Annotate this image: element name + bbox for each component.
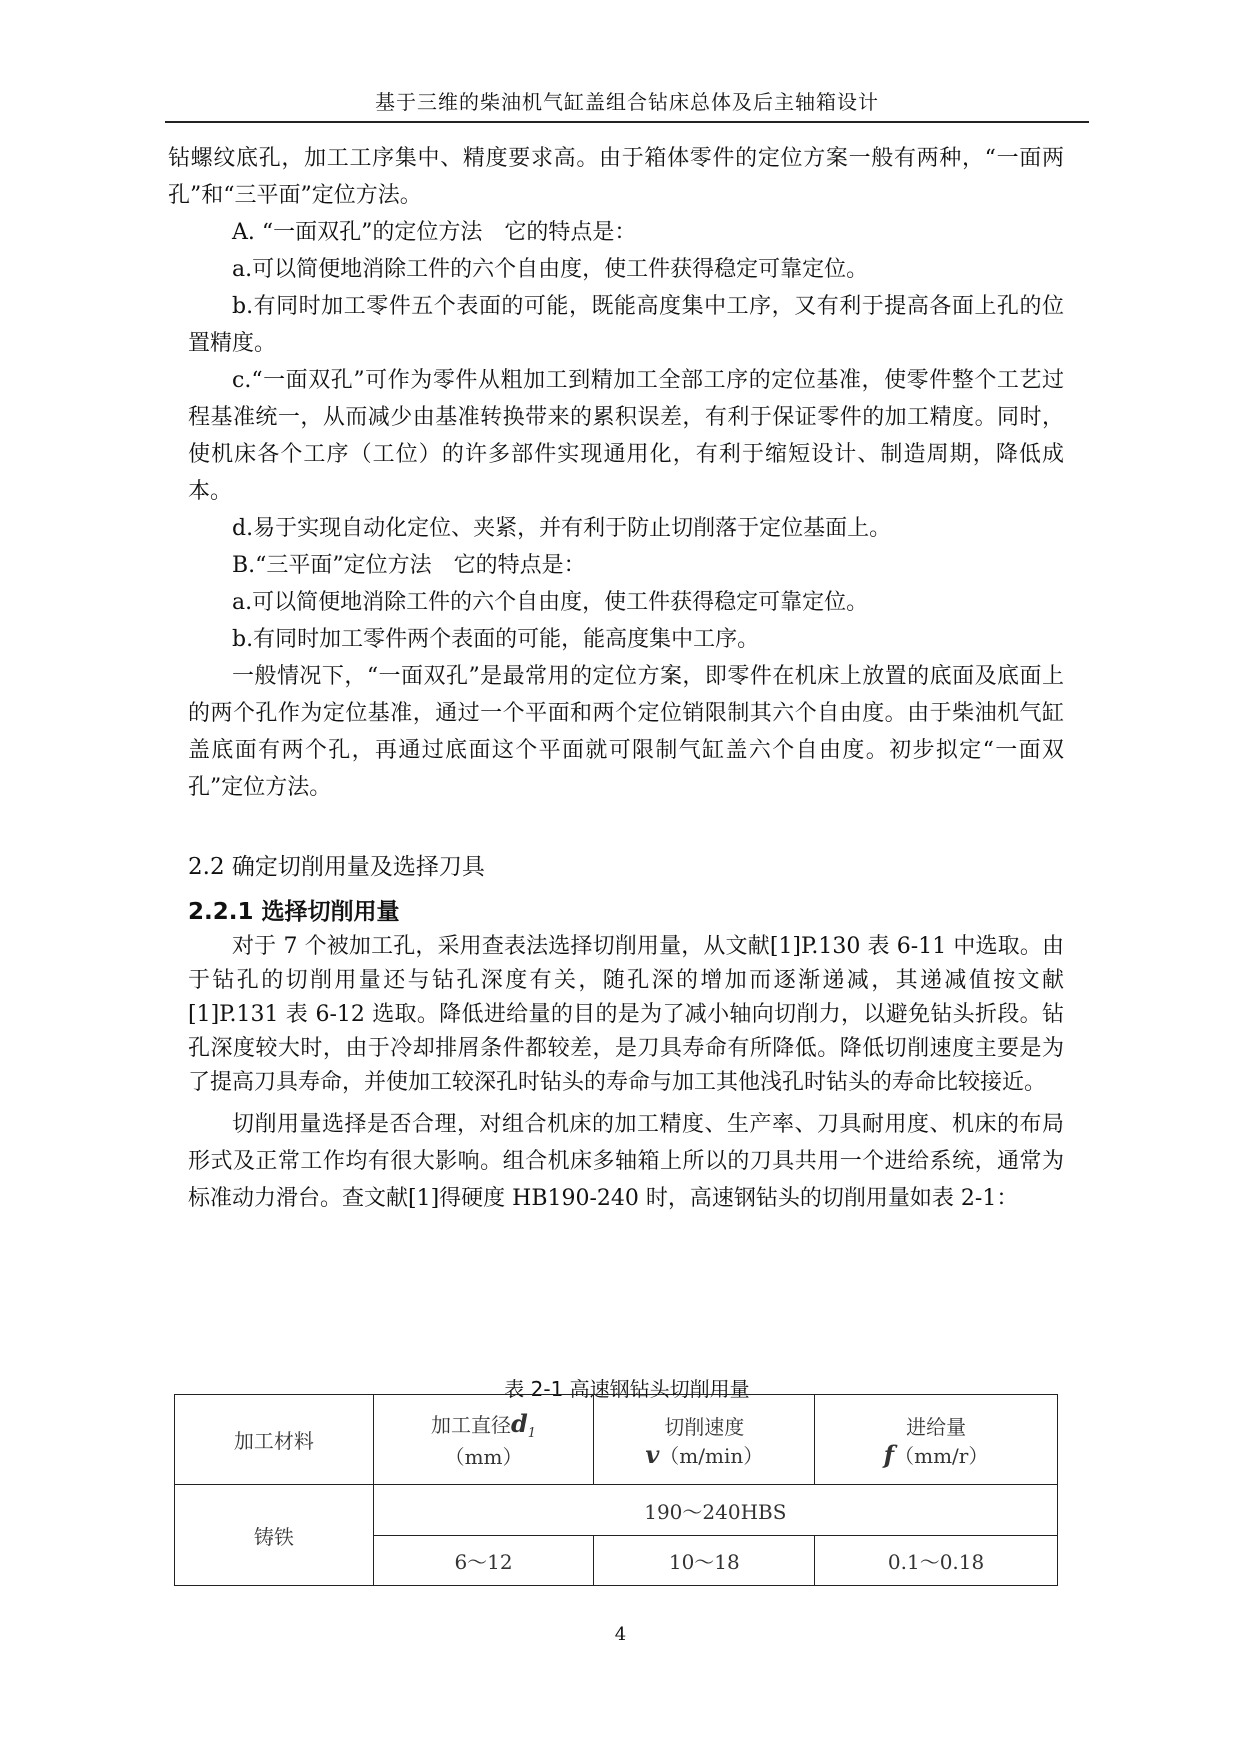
section-heading: 2.2 确定切削用量及选择刀具 [188,854,485,880]
table-header-row [175,1395,1058,1485]
header-speed [594,1395,815,1485]
table-caption: 表 2-1 高速钢钻头切削用量 [504,1377,750,1401]
header-feed [815,1395,1058,1485]
paragraph: d.易于实现自动化定位、夹紧，并有利于防止切削落于定位基面上。 [232,516,892,541]
speed-unit: （m/min） [659,1443,764,1468]
subsection-heading: 2.2.1 选择切削用量 [188,899,400,925]
diameter-subscript: 1 [527,1426,537,1441]
paragraph: 对于 7 个被加工孔，采用查表法选择切削用量，从文献[1]P.130 表 6-11 中选取。由于钻孔的切削用量还与钻孔深度有关，随孔深的增加而逐渐递减，其递减值按文献[1]P.131 表 6-12 选取。降低进给量的目的是为了减小轴向切削力，以避免钻头折段。钻孔深度较大时，由于冷却排屑条件都较差，是刀具寿命有所降低。降低切削速度主要是为了提高刀具寿命，并使加工较深孔时钻头的寿命与加工其他浅孔时钻头的寿命比较接近。 [188,934,1064,1095]
header-diameter [373,1395,594,1485]
paragraph: 一般情况下，“一面双孔”是最常用的定位方案，即零件在机床上放置的底面及底面上的两个孔作为定位基准，通过一个平面和两个定位销限制其六个自由度。由于柴油机气缸盖底面有两个孔，再通过底面这个平面就可限制气缸盖六个自由度。初步拟定“一面双孔”定位方法。 [188,664,1064,800]
running-header: 基于三维的柴油机气缸盖组合钻床总体及后主轴箱设计 [375,90,879,114]
diameter-label: 加工直径 [431,1413,512,1437]
header-rule [165,121,1089,123]
header-material: 加工材料 [175,1395,374,1485]
diameter-symbol: d [511,1409,528,1438]
hardness-cell: 190～240HBS [373,1485,1057,1536]
paragraph: A. “一面双孔”的定位方法 它的特点是： [232,220,637,245]
paragraph: b.有同时加工零件五个表面的可能，既能高度集中工序，又有利于提高各面上孔的位置精度。 [188,294,1064,356]
page-number: 4 [614,1624,627,1645]
feed-unit: （mm/r） [894,1443,989,1468]
speed-cell: 10～18 [594,1536,815,1586]
feed-symbol: f [883,1439,895,1469]
diameter-cell: 6～12 [373,1536,594,1586]
page-body [168,140,1064,1217]
feed-cell: 0.1～0.18 [815,1536,1058,1586]
paragraph: 切削用量选择是否合理，对组合机床的加工精度、生产率、刀具耐用度、机床的布局形式及正常工作均有很大影响。组合机床多轴箱上所以的刀具共用一个进给系统，通常为标准动力滑台。查文献[1]得硬度 HB190-240 时，高速钢钻头的切削用量如表 2-1： [188,1112,1064,1211]
table-row [175,1485,1058,1536]
paragraph: a.可以简便地消除工件的六个自由度，使工件获得稳定可靠定位。 [232,590,869,615]
cutting-parameters-table [174,1394,1058,1586]
speed-symbol: v [645,1439,660,1469]
diameter-unit: （mm） [444,1445,523,1469]
paragraph: b.有同时加工零件两个表面的可能，能高度集中工序。 [232,627,760,652]
section-gap [188,806,1064,848]
paragraph: 钻螺纹底孔，加工工序集中、精度要求高。由于箱体零件的定位方案一般有两种，“一面两孔”和“三平面”定位方法。 [168,146,1064,208]
paragraph: a.可以简便地消除工件的六个自由度，使工件获得稳定可靠定位。 [232,257,869,282]
paragraph: B.“三平面”定位方法 它的特点是： [232,553,586,578]
paragraph: c.“一面双孔”可作为零件从粗加工到精加工全部工序的定位基准，使零件整个工艺过程基准统一，从而减少由基准转换带来的累积误差，有利于保证零件的加工精度。同时，使机床各个工序（工位）的许多部件实现通用化，有利于缩短设计、制造周期，降低成本。 [188,368,1064,504]
material-cell: 铸铁 [175,1485,374,1586]
feed-label: 进给量 [906,1414,967,1439]
speed-label: 切削速度 [664,1414,745,1439]
